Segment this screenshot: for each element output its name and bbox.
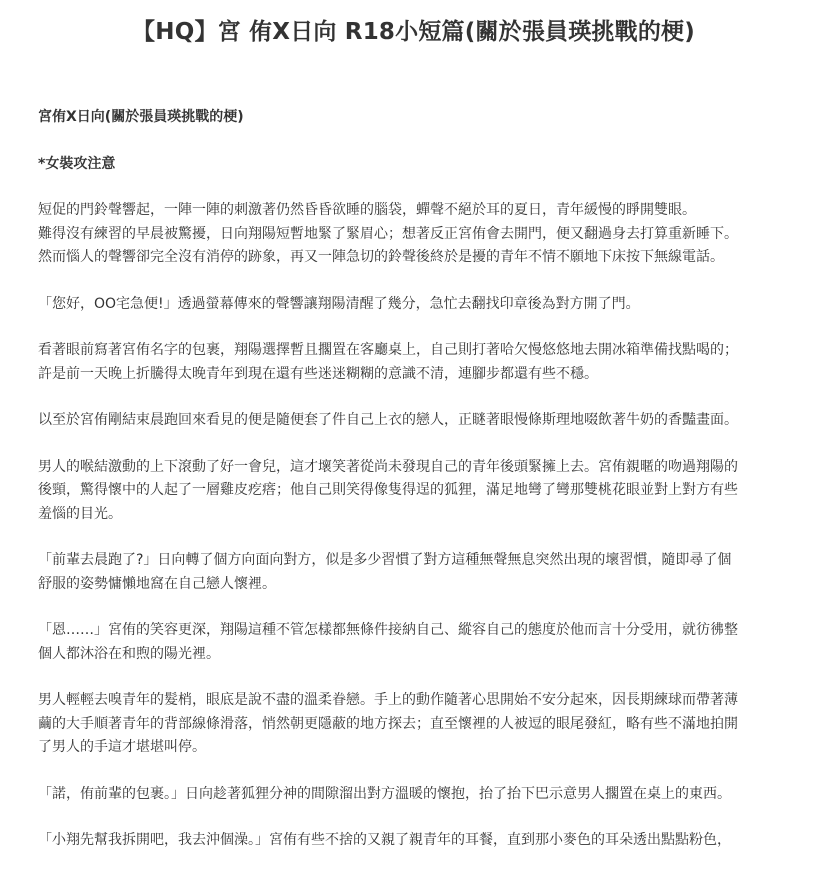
paragraph-line: 羞惱的目光。 (38, 505, 122, 522)
paragraph-10 (38, 829, 790, 853)
article-title: 【HQ】宮 侑X日向 R18小短篇(關於張員瑛挑戰的梗) (132, 19, 695, 45)
paragraph-line: 「諾，侑前輩的包裹。」日向趁著狐狸分神的間隙溜出對方溫暖的懷抱，抬了抬下巴示意男人擱置在桌上的東西。 (38, 785, 731, 802)
paragraph-line: 個人都沐浴在和煦的陽光裡。 (38, 645, 220, 662)
paragraph-line: 「前輩去晨跑了?」日向轉了個方向面向對方，似是多少習慣了對方這種無聲無息突然出現的壞習慣，隨即尋了個 (38, 552, 732, 568)
paragraph-9 (38, 783, 790, 807)
paragraph-line: 繭的大手順著青年的背部線條滑落，悄然朝更隱蔽的地方探去；直至懷裡的人被逗的眼尾發紅，略有些不滿地拍開 (38, 715, 738, 732)
paragraph-line: 短促的門鈴聲響起，一陣一陣的刺激著仍然昏昏欲睡的腦袋，蟬聲不絕於耳的夏日，青年緩慢的睜開雙眼。 (38, 202, 696, 218)
content-warning-note: *女裝攻注意 (38, 155, 116, 172)
paragraph-2 (38, 293, 790, 317)
paragraph-line: 男人的喉結激動的上下滾動了好一會兒，這才壞笑著從尚未發現自己的青年後頭緊擁上去。宮侑親暱的吻過翔陽的 (38, 458, 738, 475)
paragraph-5 (38, 456, 790, 527)
paragraph-line: 後頸，驚得懷中的人起了一層雞皮疙瘩；他自己則笑得像隻得逞的狐狸，滿足地彎了彎那雙桃花眼並對上對方有些 (38, 482, 738, 498)
paragraph-line: 舒服的姿勢慵懶地窩在自己戀人懷裡。 (38, 575, 276, 592)
paragraph-line: 看著眼前寫著宮侑名字的包裹，翔陽選擇暫且擱置在客廳桌上，自己則打著哈欠慢悠悠地去開冰箱準備找點喝的； (38, 342, 738, 358)
paragraph-3 (38, 339, 790, 386)
paragraph-4 (38, 409, 790, 433)
paragraph-line: 「恩……」宮侑的笑容更深，翔陽這種不管怎樣都無條件接納自己、縱容自己的態度於他而言十分受用，就彷彿整 (38, 622, 738, 638)
paragraph-line: 以至於宮侑剛結束晨跑回來看見的便是隨便套了件自己上衣的戀人，正瞇著眼慢條斯理地啜飲著牛奶的香豔畫面。 (38, 412, 738, 428)
article-body (38, 106, 790, 876)
paragraph-1 (38, 199, 790, 270)
article-subtitle: 宮侑X日向(關於張員瑛挑戰的梗) (38, 109, 244, 125)
paragraph-8 (38, 689, 790, 760)
paragraph-line: 男人輕輕去嗅青年的髮梢，眼底是說不盡的溫柔眷戀。手上的動作隨著心思開始不安分起來，因長期練球而帶著薄 (38, 692, 738, 708)
paragraph-line: 了男人的手這才堪堪叫停。 (38, 739, 206, 755)
paragraph-6 (38, 549, 790, 596)
paragraph-line: 「小翔先幫我拆開吧，我去沖個澡。」宮侑有些不捨的又親了親青年的耳餐，直到那小麥色的耳朵透出點點粉色， (38, 832, 731, 848)
paragraph-line: 許是前一天晚上折騰得太晚青年到現在還有些迷迷糊糊的意識不清，連腳步都還有些不穩。 (38, 365, 598, 382)
paragraph-line: 難得沒有練習的早晨被驚擾，日向翔陽短暫地緊了緊眉心；想著反正宮侑會去開門，便又翻過身去打算重新睡下。 (38, 225, 738, 242)
paragraph-7 (38, 619, 790, 666)
paragraph-line: 「您好，OO宅急便!」透過螢幕傳來的聲響讓翔陽清醒了幾分，急忙去翻找印章後為對方開了門。 (38, 295, 640, 312)
paragraph-line: 然而惱人的聲響卻完全沒有消停的跡象，再又一陣急切的鈴聲後終於是擾的青年不情不願地下床按下無線電話。 (38, 249, 724, 265)
